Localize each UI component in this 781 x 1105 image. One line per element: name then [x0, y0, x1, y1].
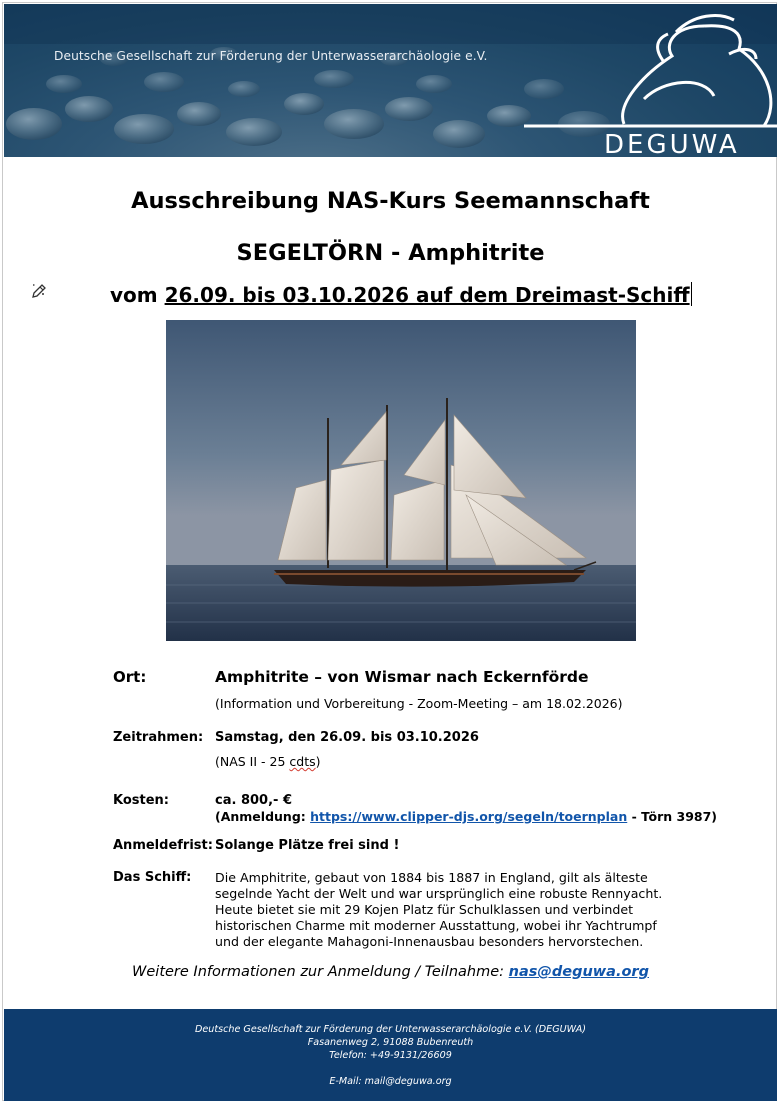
- schiff-line: und der elegante Mahagoni-Innenausbau besonders hervorstechen.: [215, 934, 644, 949]
- anmeldung-link[interactable]: https://www.clipper-djs.org/segeln/toernplan: [310, 809, 628, 824]
- schiff-line: Die Amphitrite, gebaut von 1884 bis 1887 in England, gilt als älteste: [215, 870, 648, 885]
- edit-pen-icon[interactable]: [30, 282, 48, 300]
- banner-org-name: Deutsche Gesellschaft zur Förderung der Unterwasserarchäologie e.V.: [54, 49, 488, 63]
- ship-photo: [166, 320, 636, 641]
- schiff-line: Heute bietet sie mit 29 Kojen Platz für Schulklassen und verbindet: [215, 902, 634, 917]
- kosten-label: Kosten:: [113, 793, 169, 808]
- text-cursor: [691, 282, 692, 306]
- footer-address: Fasanenweg 2, 91088 Bubenreuth: [307, 1037, 474, 1048]
- date-line: [110, 282, 692, 307]
- more-info-line: [0, 964, 781, 980]
- date-line-dates: 26.09. bis 03.10.2026 auf dem Dreimast-Schiff: [164, 283, 690, 307]
- zeitrahmen-value: Samstag, den 26.09. bis 03.10.2026: [215, 730, 479, 745]
- contact-email-link[interactable]: nas@deguwa.org: [508, 964, 649, 980]
- anmeldefrist-label: Anmeldefrist:: [113, 838, 213, 853]
- footer: [4, 1009, 777, 1101]
- anmeldung-line: [215, 809, 717, 824]
- page-subtitle: SEGELTÖRN - Amphitrite: [236, 240, 545, 266]
- ort-info: (Information und Vorbereitung - Zoom-Meeting – am 18.02.2026): [215, 696, 623, 711]
- anmeldefrist-value: Solange Plätze frei sind !: [215, 838, 400, 853]
- ort-label: Ort:: [113, 668, 147, 686]
- zeitrahmen-info: [215, 754, 321, 769]
- logo-wordmark: DEGUWA: [604, 130, 740, 157]
- page-title: Ausschreibung NAS-Kurs Seemannschaft: [131, 188, 650, 214]
- schiff-label: Das Schiff:: [113, 870, 192, 885]
- footer-email: E-Mail: mail@deguwa.org: [329, 1076, 452, 1087]
- anmeldung-prefix: (Anmeldung:: [215, 809, 311, 824]
- zeitrahmen-label: Zeitrahmen:: [113, 730, 204, 745]
- schiff-line: segelnde Yacht der Welt und war ursprünglich eine robuste Rennyacht.: [215, 886, 663, 901]
- schiff-description: [215, 870, 695, 950]
- more-info-text: Weitere Informationen zur Anmeldung / Teilnahme:: [132, 964, 509, 980]
- spellcheck-word[interactable]: cdts: [289, 754, 316, 769]
- ort-value: Amphitrite – von Wismar nach Eckernförde: [215, 668, 589, 686]
- schiff-line: historischen Charme mit moderner Ausstattung, wobei ihr Yachtrumpf: [215, 918, 657, 933]
- kosten-value: ca. 800,- €: [215, 793, 292, 808]
- anmeldung-suffix: - Törn 3987): [627, 809, 718, 824]
- zeitrahmen-info-prefix: (NAS II - 25: [215, 754, 290, 769]
- zeitrahmen-info-suffix: ): [315, 754, 321, 769]
- footer-phone: Telefon: +49-9131/26609: [329, 1050, 452, 1061]
- date-line-prefix: vom: [110, 283, 165, 307]
- footer-org: Deutsche Gesellschaft zur Förderung der Unterwasserarchäologie e.V. (DEGUWA): [194, 1024, 586, 1035]
- header-banner: [4, 4, 777, 157]
